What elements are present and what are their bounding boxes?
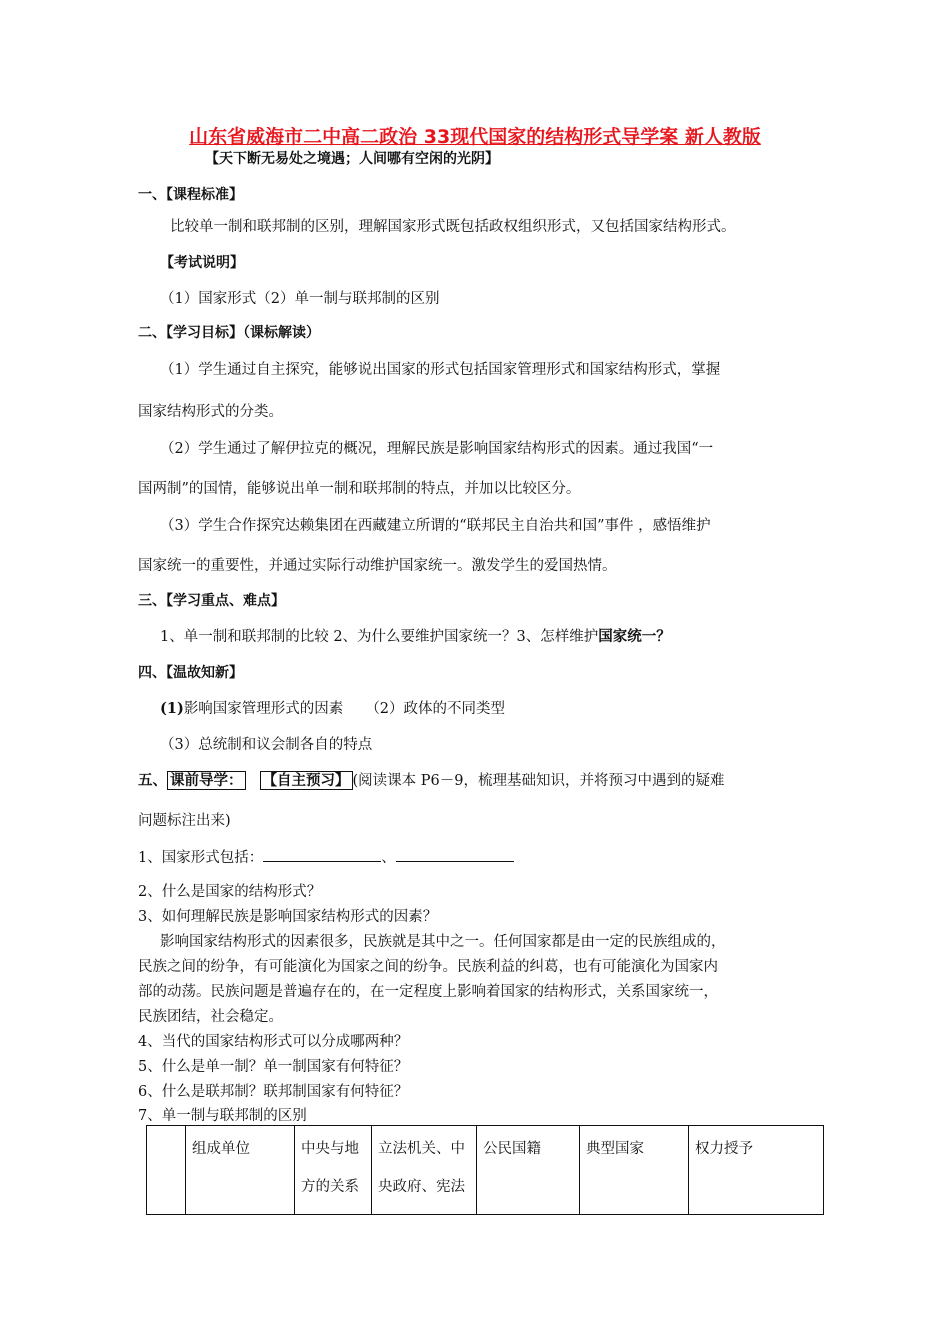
question-2: 2、什么是国家的结构形式？ — [138, 884, 322, 900]
goal-3-line-2: 国家统一的重要性，并通过实际行动维护国家统一。激发学生的爱国热情。 — [138, 558, 617, 574]
question-4: 4、当代的国家结构形式可以分成哪两种？ — [138, 1034, 409, 1050]
question-3: 3、如何理解民族是影响国家结构形式的因素？ — [138, 909, 438, 925]
goal-3-line-1: （3）学生合作探究达赖集团在西藏建立所谓的“联邦民主自治共和国”事件 ，感悟维护 — [160, 518, 711, 534]
section-4-heading: 四、【温故知新】 — [138, 665, 243, 681]
goal-1-line-2: 国家结构形式的分类。 — [138, 404, 283, 420]
table-header-cell: 立法机关、中央政府、宪法 — [372, 1126, 477, 1215]
review-item-1-number: (1) — [160, 700, 184, 717]
answer-paragraph-line-3: 部的动荡。民族问题是普遍存在的，在一定程度上影响着国家的结构形式，关系国家统一， — [138, 984, 718, 1000]
section-2-heading: 二、【学习目标】（课标解读） — [138, 325, 320, 341]
section-1-text: 比较单一制和联邦制的区别，理解国家形式既包括政权组织形式，又包括国家结构形式。 — [170, 219, 736, 235]
question-1-text: 1、国家形式包括： — [138, 850, 264, 866]
answer-paragraph-line-4: 民族团结，社会稳定。 — [138, 1009, 283, 1025]
table-header-cell: 典型国家 — [580, 1126, 689, 1215]
section-5-prefix: 五、 — [138, 772, 167, 789]
question-1 — [138, 846, 514, 867]
goal-2-line-1: （2）学生通过了解伊拉克的概况，理解民族是影响国家结构形式的因素。通过我国“一 — [160, 441, 714, 457]
table-header-cell — [147, 1126, 186, 1215]
table-header-row — [147, 1126, 824, 1215]
section-5-line-2: 问题标注出来) — [138, 813, 231, 829]
self-preview-box: 【自主预习】 — [260, 771, 353, 790]
section-3-text — [160, 625, 671, 646]
section-5-instructions: (阅读课本 P6－9，梳理基础知识，并将预习中遇到的疑难 — [352, 773, 725, 789]
section-3-text-main: 1、单一制和联邦制的比较 2、为什么要维护国家统一？3、怎样维护 — [160, 629, 599, 645]
question-6: 6、什么是联邦制？联邦制国家有何特征？ — [138, 1084, 409, 1100]
answer-paragraph-line-1: 影响国家结构形式的因素很多，民族就是其中之一。任何国家都是由一定的民族组成的， — [160, 934, 726, 950]
section-3-heading: 三、【学习重点、难点】 — [138, 593, 285, 609]
goal-1-line-1: （1）学生通过自主探究，能够说出国家的形式包括国家管理形式和国家结构形式，掌握 — [160, 362, 721, 378]
question-7: 7、单一制与联邦制的区别 — [138, 1108, 307, 1124]
answer-blank-1[interactable] — [263, 847, 381, 862]
review-item-1-text: 影响国家管理形式的因素 — [183, 701, 344, 717]
table-header-cell: 中央与地方的关系 — [295, 1126, 372, 1215]
exam-notes-heading: 【考试说明】 — [160, 255, 244, 271]
pre-class-guide-box: 课前导学： — [167, 771, 246, 790]
question-5: 5、什么是单一制？单一制国家有何特征？ — [138, 1059, 409, 1075]
exam-notes-text: （1）国家形式（2）单一制与联邦制的区别 — [160, 291, 440, 307]
review-line-1 — [160, 697, 505, 718]
section-1-heading: 一、【课程标准】 — [138, 187, 243, 203]
table-header-cell: 公民国籍 — [477, 1126, 580, 1215]
table-header-cell: 组成单位 — [186, 1126, 295, 1215]
review-line-2: （3）总统制和议会制各自的特点 — [160, 737, 373, 753]
review-item-2-text: （2）政体的不同类型 — [365, 701, 506, 717]
answer-blank-2[interactable] — [396, 847, 514, 862]
question-1-separator: 、 — [381, 850, 396, 866]
document-title[interactable]: 山东省威海市二中高二政治 33现代国家的结构形式导学案 新人教版 — [189, 126, 761, 148]
answer-paragraph-line-2: 民族之间的纷争，有可能演化为国家之间的纷争。民族利益的纠葛，也有可能演化为国家内 — [138, 959, 718, 975]
goal-2-line-2: 国两制”的国情，能够说出单一制和联邦制的特点，并加以比较区分。 — [138, 481, 581, 497]
section-5-line-1 — [138, 769, 724, 790]
table-header-cell: 权力授予 — [689, 1126, 824, 1215]
motto: 【天下断无易处之境遇；人间哪有空闲的光阴】 — [205, 151, 499, 167]
section-3-text-bold: 国家统一？ — [598, 628, 671, 645]
comparison-table — [146, 1125, 824, 1215]
